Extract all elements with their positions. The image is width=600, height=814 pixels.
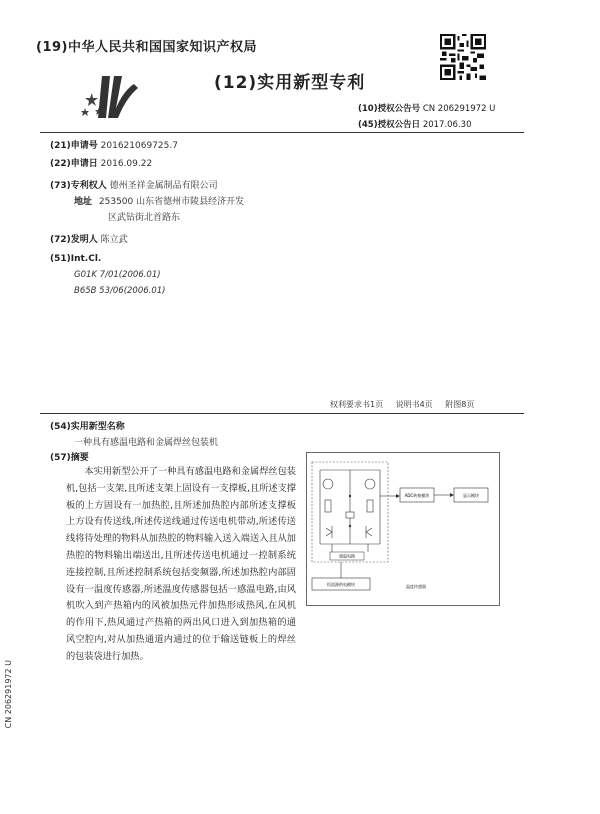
sensor-label: 温度传感器 xyxy=(406,584,426,589)
description-pages: 说明书4页 xyxy=(395,400,433,409)
ipc-class-1 xyxy=(74,270,161,280)
abstract-heading xyxy=(50,450,89,463)
address-row xyxy=(74,194,244,207)
circuit-diagram xyxy=(306,452,500,606)
patent-type-title: (12)实用新型专利 xyxy=(214,73,366,93)
address-continuation xyxy=(108,210,180,223)
current-source-1-icon xyxy=(323,479,333,489)
abstract-label: (57)摘要 xyxy=(50,453,89,463)
inventor-label: (72)发明人 xyxy=(50,235,98,245)
pub-date: 2017.06.30 xyxy=(422,120,472,130)
abstract-body xyxy=(66,464,296,666)
pub-date-row xyxy=(358,118,471,130)
application-date-row xyxy=(50,156,152,169)
power-supply-label: 恒流源供电模块 xyxy=(327,582,355,587)
cnipa-logo-icon xyxy=(80,70,144,120)
resistor-3-icon xyxy=(346,512,354,518)
ipc-class-2 xyxy=(74,286,165,296)
application-number: 201621069725.7 xyxy=(100,141,178,151)
application-number-label: (21)申请号 xyxy=(50,141,98,151)
pub-number-row xyxy=(358,102,495,114)
utility-name-heading xyxy=(50,419,125,432)
resistor-1-icon xyxy=(325,500,331,512)
application-number-row xyxy=(50,138,178,151)
resistor-2-icon xyxy=(367,500,373,512)
side-publication-number: CN 206291972 U xyxy=(4,660,13,729)
header-divider xyxy=(40,132,524,133)
address-line-2: 区武钻街北首路东 xyxy=(108,213,181,223)
pub-date-label: (45)授权公告日 xyxy=(358,120,421,130)
transistor-1-icon xyxy=(326,526,332,538)
ipc-date-1: (2006.01) xyxy=(118,270,161,280)
utility-name: 一种具有感温电路和金属焊丝包装机 xyxy=(74,438,219,448)
patentee: 德州圣祥金属制品有限公司 xyxy=(109,181,218,191)
patentee-row xyxy=(50,178,218,191)
page-counts xyxy=(330,399,484,410)
drawings-pages: 附图8页 xyxy=(445,400,475,409)
office-name: (19)中华人民共和国国家知识产权局 xyxy=(36,40,257,55)
patentee-label: (73)专利权人 xyxy=(50,181,107,191)
pub-number-label: (10)授权公告号 xyxy=(358,104,421,114)
qr-code-icon xyxy=(440,34,486,80)
ipc-code-1: G01K 7/01 xyxy=(74,270,119,280)
abstract-text: 本实用新型公开了一种具有感温电路和金属焊丝包装机,包括一支架,且所述支架上固设有一支撑板,且所述支撑板的上方固设有一加热腔,且所述加热腔内部所述支撑板上方设有传送线,所述传送线通过传送电机带动,所述传送线将待处理的物料从加热腔的物料输入送入端送入且从加热腔的物料输出端送出,且所述传送电机通过一控制系统连接控制,且所述控制系统包括变频器,所述加热腔内部固设有一温度传感器,所述温度传感器包括一感温电路,由风机吹入到产热箱内的风被加热元件加热形成热风,在风机的作用下,热风通过产热箱的两出风口进入到加热箱的通风空腔内,对从加热通道内通过的位于输送链板上的焊丝的包装袋进行加热。 xyxy=(66,466,296,662)
abstract-figure xyxy=(306,452,500,606)
inventor: 陈立武 xyxy=(100,235,128,245)
address-line-1: 253500 山东省德州市陵县经济开发 xyxy=(98,197,245,207)
current-source-2-icon xyxy=(365,479,375,489)
transistor-2-icon xyxy=(366,526,372,538)
sense-circuit-label: 感温电路 xyxy=(339,553,355,559)
inventor-row xyxy=(50,232,128,245)
utility-name-label: (54)实用新型名称 xyxy=(50,422,125,432)
ipc-row xyxy=(50,254,101,264)
ipc-label: (51)Int.Cl. xyxy=(50,254,102,264)
pub-number: CN 206291972 U xyxy=(422,104,496,114)
claims-pages: 权利要求书1页 xyxy=(330,400,384,409)
ipc-date-2: (2006.01) xyxy=(123,286,166,296)
application-date-label: (22)申请日 xyxy=(50,159,98,169)
section-divider xyxy=(40,413,524,414)
adc-block-label: ADC转换模块 xyxy=(404,493,430,498)
display-block-label: 显示模块 xyxy=(463,493,479,498)
ipc-code-2: B65B 53/06 xyxy=(74,286,124,296)
address-label: 地址 xyxy=(74,197,93,207)
application-date: 2016.09.22 xyxy=(100,159,153,169)
